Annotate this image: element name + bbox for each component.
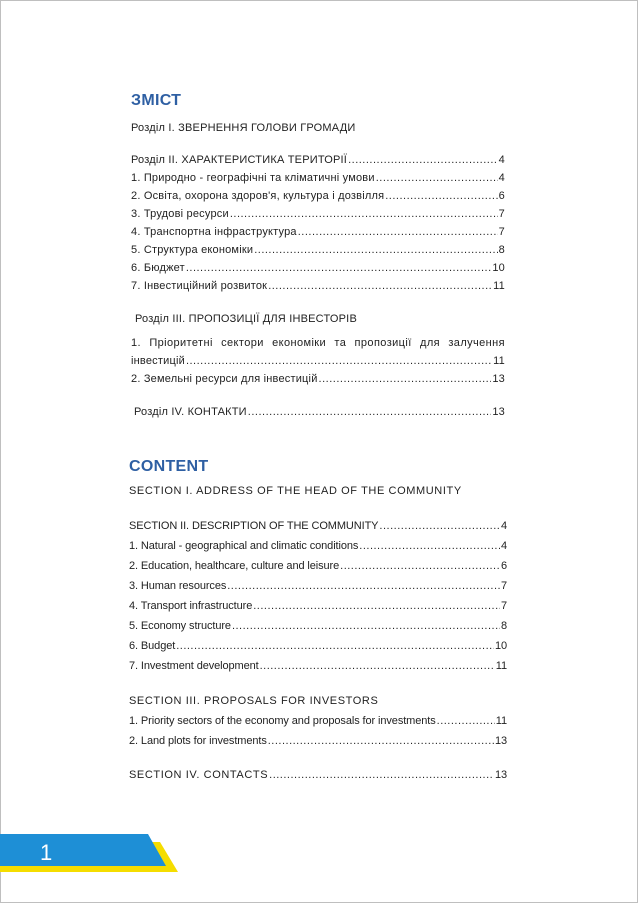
toc-item-ua: 4. Транспортна інфраструктура ..... 7 bbox=[131, 225, 505, 240]
page-number: 1 bbox=[40, 840, 53, 865]
toc-section-1-ua: Розділ І. ЗВЕРНЕННЯ ГОЛОВИ ГРОМАДИ bbox=[131, 122, 356, 134]
toc-english bbox=[129, 458, 507, 783]
toc-item-ua: 2. Земельні ресурси для інвестицій ..... 13 bbox=[131, 372, 505, 387]
toc-ukrainian bbox=[131, 92, 505, 420]
toc-section-4-ua: Розділ ІV. КОНТАКТИ ..... 13 bbox=[131, 405, 505, 420]
toc-heading-en: CONTENT bbox=[129, 458, 209, 475]
toc-item-en: 6. Budget ..... 10 bbox=[129, 639, 507, 654]
toc-heading-ua: ЗМІСТ bbox=[131, 92, 182, 109]
toc-section-2-en: SECTION II. DESCRIPTION OF THE COMMUNITY ..... 4 bbox=[129, 519, 507, 534]
toc-item-ua: 3. Трудові ресурси ..... 7 bbox=[131, 207, 505, 222]
toc-item-en: 1. Natural - geographical and climatic conditions ..... 4 bbox=[129, 539, 507, 554]
toc-item-en: 1. Priority sectors of the economy and proposals for investments ..... 11 bbox=[129, 714, 507, 729]
blue-tab bbox=[0, 834, 166, 866]
toc-section-3-ua: Розділ ІІІ. ПРОПОЗИЦІЇ ДЛЯ ІНВЕСТОРІВ bbox=[135, 313, 357, 325]
toc-item-ua: 7. Інвестиційний розвиток ..... 11 bbox=[131, 279, 505, 294]
toc-section-4-en: SECTION IV. CONTACTS ..... 13 bbox=[129, 768, 507, 783]
page-number-tab bbox=[0, 834, 178, 872]
toc-section-2-ua: Розділ ІІ. ХАРАКТЕРИСТИКА ТЕРИТОРІЇ ..... 4 bbox=[131, 153, 505, 168]
toc-item-ua-line2: інвестицій ..... 11 bbox=[131, 354, 505, 369]
toc-item-en: 3. Human resources ..... 7 bbox=[129, 579, 507, 594]
toc-item-en: 2. Land plots for investments ..... 13 bbox=[129, 734, 507, 749]
toc-item-ua: 2. Освіта, охорона здоров'я, культура і дозвілля ..... 6 bbox=[131, 189, 505, 204]
toc-item-en: 5. Economy structure ..... 8 bbox=[129, 619, 507, 634]
toc-item-ua-line1: 1. Пріоритетні сектори економіки та пропозиції для залучення bbox=[131, 337, 505, 349]
toc-item-en: 2. Education, healthcare, culture and leisure ..... 6 bbox=[129, 559, 507, 574]
toc-items-2-ua bbox=[131, 171, 505, 294]
toc-item-ua: 5. Структура економіки ..... 8 bbox=[131, 243, 505, 258]
toc-items-2-en bbox=[129, 539, 507, 674]
toc-section-1-en: SECTION I. ADDRESS OF THE HEAD OF THE COMMUNITY bbox=[129, 485, 462, 497]
toc-item-ua: 6. Бюджет ..... 10 bbox=[131, 261, 505, 276]
toc-section-3-en: SECTION III. PROPOSALS FOR INVESTORS bbox=[129, 695, 379, 707]
toc-item-en: 7. Investment development ..... 11 bbox=[129, 659, 507, 674]
toc-item-ua: 1. Природно - географічні та кліматичні умови ..... 4 bbox=[131, 171, 505, 186]
toc-item-en: 4. Transport infrastructure ..... 7 bbox=[129, 599, 507, 614]
